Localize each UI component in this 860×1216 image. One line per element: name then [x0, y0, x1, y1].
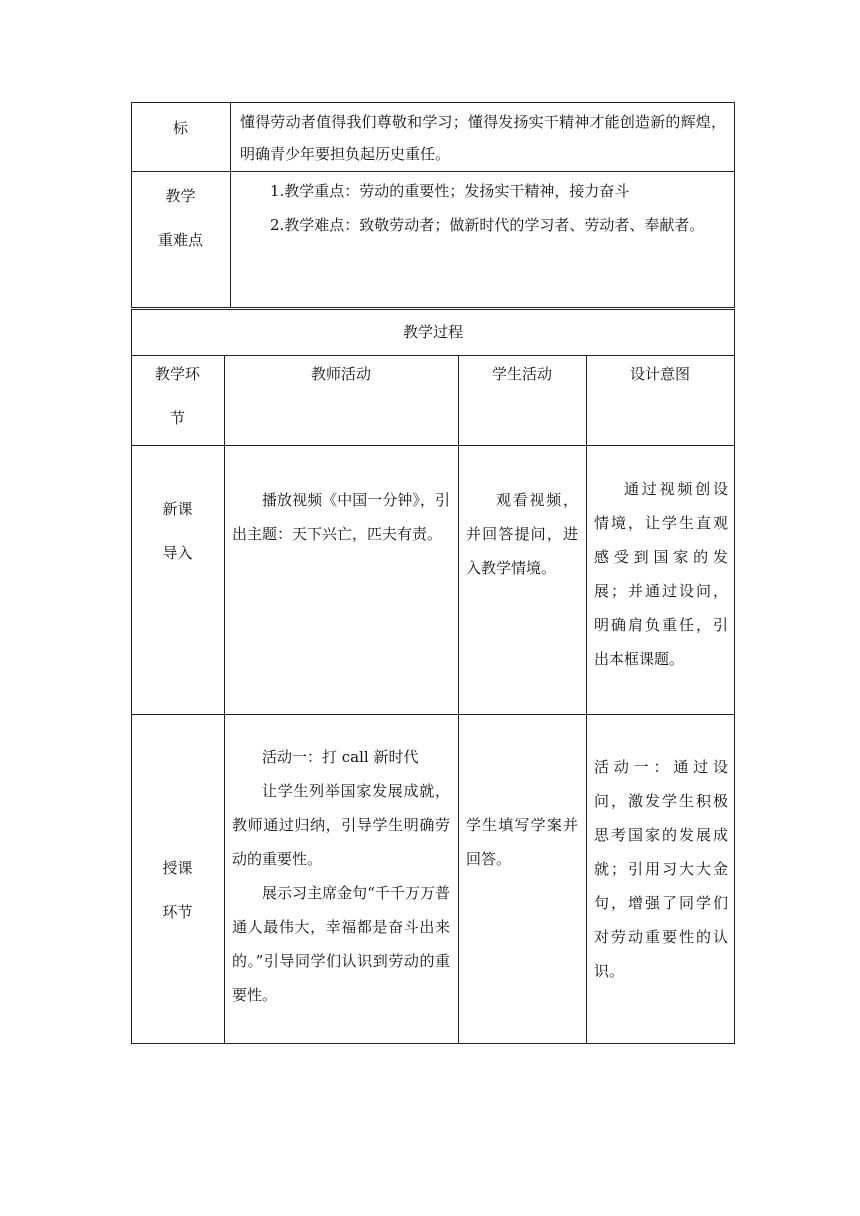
objective-text: 懂得劳动者值得我们尊敬和学习；懂得发扬实干精神才能创造新的辉煌，明确青少年要担负起历史重任。	[240, 113, 726, 163]
teaching-design-intent: 活动一：通过设问，激发学生积极思考国家的发展成就；引用习大大金句，增强了同学们对劳动重要性的认识。	[594, 758, 728, 980]
intro-teacher-activity: 播放视频《中国一分钟》，引出主题：天下兴亡，匹夫有责。	[232, 491, 450, 543]
objective-label: 标	[172, 119, 188, 137]
header-teacher-activity: 教师活动	[310, 365, 371, 383]
stage-intro-line1: 新课	[162, 500, 193, 518]
teaching-activity-desc: 让学生列举国家发展成就，教师通过归纳，引导学生明确劳动的重要性。	[232, 782, 450, 868]
header-stage-line2: 节	[169, 409, 185, 427]
stage-teaching-line2: 环节	[162, 903, 193, 921]
teaching-activity-title: 活动一：打 call 新时代	[262, 748, 419, 766]
header-student-activity: 学生活动	[491, 365, 552, 383]
key-points-label-line2: 重难点	[157, 231, 203, 249]
intro-student-activity: 观看视频，并回答提问，进入教学情境。	[466, 491, 578, 577]
header-design-intent: 设计意图	[629, 365, 690, 383]
key-point-item: 1.教学重点：劳动的重要性；发扬实干精神，接力奋斗	[270, 182, 630, 200]
key-points-label-line1: 教学	[165, 187, 196, 205]
intro-design-intent: 通过视频创设情境，让学生直观感受到国家的发展；并通过设问，明确肩负重任，引出本框课题。	[594, 480, 728, 668]
teaching-activity-quote: 展示习主席金句“千千万万普通人最伟大，幸福都是奋斗出来的。”引导同学们认识到劳动的重要性。	[232, 884, 450, 1004]
stage-intro-line2: 导入	[162, 544, 193, 562]
header-stage-line1: 教学环	[154, 365, 200, 383]
difficult-point-item: 2.教学难点：致敬劳动者；做新时代的学习者、劳动者、奉献者。	[270, 216, 705, 234]
teaching-student-activity: 学生填写学案并回答。	[466, 816, 578, 868]
stage-teaching-line1: 授课	[162, 859, 193, 877]
process-title: 教学过程	[402, 323, 463, 341]
